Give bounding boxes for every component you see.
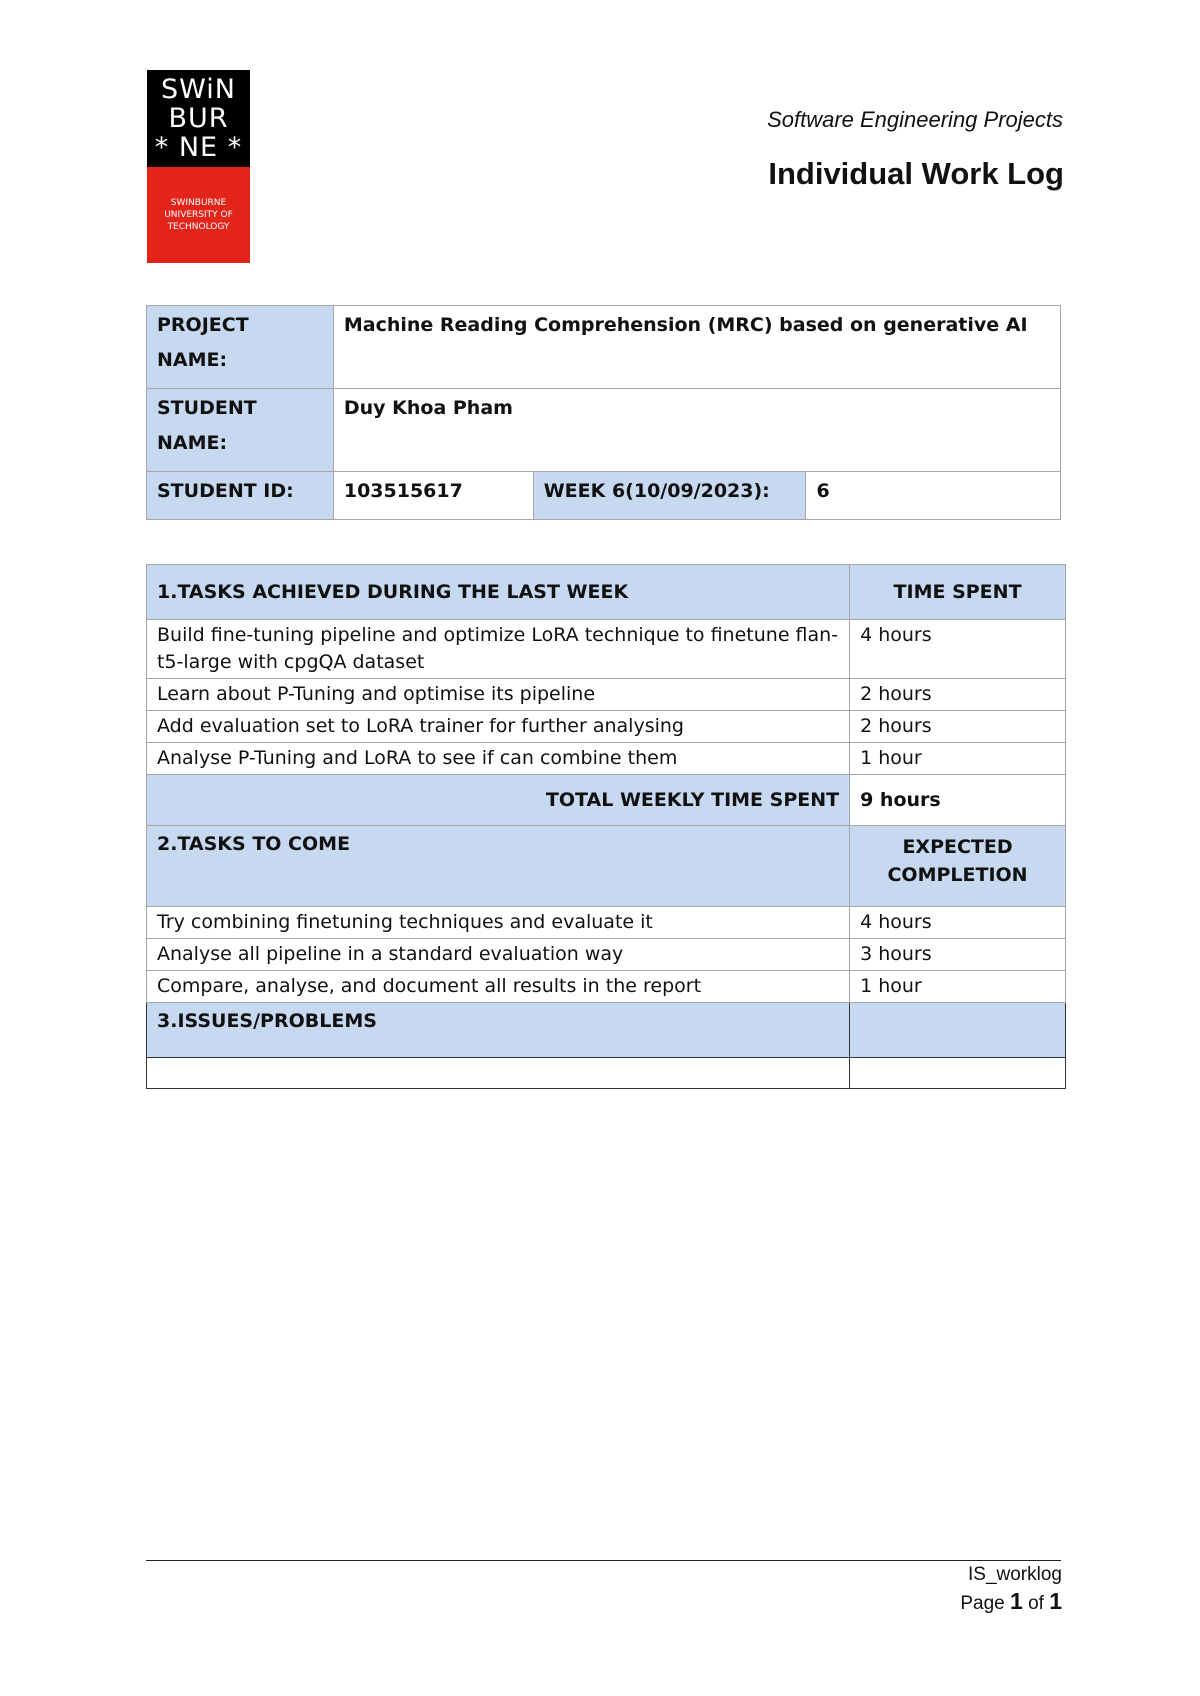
logo-subtitle-line: TECHNOLOGY bbox=[167, 222, 230, 232]
table-row bbox=[147, 679, 1066, 711]
page-current: 1 bbox=[1009, 1588, 1023, 1614]
task-cell: Analyse P-Tuning and LoRA to see if can combine them bbox=[147, 743, 850, 775]
time-cell: 3 hours bbox=[850, 939, 1066, 971]
week-label: WEEK 6(10/09/2023): bbox=[533, 472, 806, 520]
table-row bbox=[147, 743, 1066, 775]
tasks-achieved-header: 1.TASKS ACHIEVED DURING THE LAST WEEK bbox=[147, 565, 850, 620]
task-cell: Try combining finetuning techniques and evaluate it bbox=[147, 907, 850, 939]
time-spent-header: TIME SPENT bbox=[850, 565, 1066, 620]
total-time-label: TOTAL WEEKLY TIME SPENT bbox=[147, 775, 850, 826]
table-row bbox=[147, 971, 1066, 1003]
logo-subtitle bbox=[147, 167, 250, 263]
logo-subtitle-line: UNIVERSITY OF bbox=[164, 210, 233, 220]
table-row bbox=[147, 1003, 1066, 1058]
document-title: Individual Work Log bbox=[768, 156, 1064, 191]
task-cell: Compare, analyse, and document all results in the report bbox=[147, 971, 850, 1003]
task-cell: Analyse all pipeline in a standard evaluation way bbox=[147, 939, 850, 971]
task-cell: Add evaluation set to LoRA trainer for further analysing bbox=[147, 711, 850, 743]
table-row bbox=[147, 389, 1061, 472]
footer-divider bbox=[146, 1560, 1061, 1561]
table-row bbox=[147, 826, 1066, 907]
table-row bbox=[147, 711, 1066, 743]
page-prefix: Page bbox=[960, 1593, 1005, 1614]
student-name-label: STUDENT NAME: bbox=[147, 389, 334, 472]
task-cell: Build fine-tuning pipeline and optimize LoRA technique to finetune flan-t5-large with cpgQA dataset bbox=[147, 620, 850, 679]
table-row bbox=[147, 939, 1066, 971]
page-number bbox=[960, 1588, 1062, 1615]
student-info-table bbox=[146, 305, 1061, 520]
table-row bbox=[147, 306, 1061, 389]
logo-line: BUR bbox=[168, 103, 229, 134]
logo-line: SWiN bbox=[161, 74, 236, 105]
issues-header: 3.ISSUES/PROBLEMS bbox=[147, 1003, 850, 1058]
swinburne-logo bbox=[147, 70, 250, 263]
student-id-label: STUDENT ID: bbox=[147, 472, 334, 520]
time-cell: 1 hour bbox=[850, 971, 1066, 1003]
document-subtitle: Software Engineering Projects bbox=[767, 107, 1063, 132]
student-name-value: Duy Khoa Pham bbox=[333, 389, 1060, 472]
project-name-label: PROJECT NAME: bbox=[147, 306, 334, 389]
time-cell: 1 hour bbox=[850, 743, 1066, 775]
table-row bbox=[147, 1058, 1066, 1089]
footer-doc-code: IS_worklog bbox=[968, 1564, 1062, 1585]
logo-line: * NE * bbox=[154, 132, 243, 163]
time-cell: 2 hours bbox=[850, 711, 1066, 743]
task-cell: Learn about P-Tuning and optimise its pipeline bbox=[147, 679, 850, 711]
table-row bbox=[147, 472, 1061, 520]
table-row bbox=[147, 907, 1066, 939]
student-id-value: 103515617 bbox=[333, 472, 533, 520]
logo-subtitle-line: SWINBURNE bbox=[170, 198, 227, 208]
logo-wordmark bbox=[147, 70, 250, 167]
time-cell: 2 hours bbox=[850, 679, 1066, 711]
page-total: 1 bbox=[1049, 1588, 1062, 1614]
tasks-to-come-header: 2.TASKS TO COME bbox=[147, 826, 850, 907]
work-log-table bbox=[146, 564, 1066, 1089]
issues-header-blank bbox=[850, 1003, 1066, 1058]
table-row bbox=[147, 775, 1066, 826]
table-row bbox=[147, 565, 1066, 620]
week-value: 6 bbox=[806, 472, 1061, 520]
project-name-value: Machine Reading Comprehension (MRC) based on generative AI bbox=[333, 306, 1060, 389]
issues-cell bbox=[147, 1058, 850, 1089]
total-time-value: 9 hours bbox=[850, 775, 1066, 826]
time-cell: 4 hours bbox=[850, 907, 1066, 939]
issues-time-cell bbox=[850, 1058, 1066, 1089]
table-row bbox=[147, 620, 1066, 679]
time-cell: 4 hours bbox=[850, 620, 1066, 679]
expected-completion-header: EXPECTED COMPLETION bbox=[850, 826, 1066, 907]
page-of: of bbox=[1028, 1593, 1044, 1614]
